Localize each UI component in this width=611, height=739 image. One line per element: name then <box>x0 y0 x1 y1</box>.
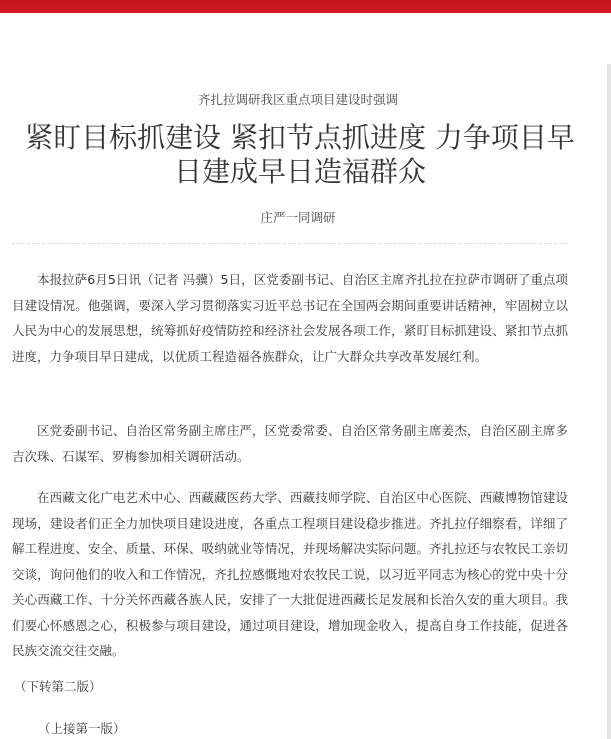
headline-divider <box>12 243 567 244</box>
continued-to-note: （下转第二版） <box>14 679 102 694</box>
article-paragraph: 在西藏文化广电艺术中心、西藏藏医药大学、西藏技师学院、自治区中心医院、西藏博物馆建设现场，建设者们正全力加快项目建设进度，各重点工程项目建设稳步推进。齐扎拉仔细察看，详细了解工程进度、安全、质量、环保、吸纳就业等情况，并现场解决实际问题。齐扎拉还与农牧民工亲切交谈，询问他们的收入和工作情况，齐扎拉感慨地对农牧民工说，以习近平同志为核心的党中央十分关心西藏工作、十分关怀西藏各族人民，安排了一大批促进西藏长足发展和长治久安的重大项目。我们要心怀感恩之心，积极参与项目建设，通过项目建设，增加现金收入，提高自身工作技能，促进各民族交流交往交融。 <box>12 490 568 658</box>
article-subtitle: 庄严一同调研 <box>260 210 336 225</box>
article-paragraph: 本报拉萨6月5日讯（记者 冯骥）5日，区党委副书记、自治区主席齐扎拉在拉萨市调研了重点项目建设情况。他强调，要深入学习贯彻落实习近平总书记在全国两会期间重要讲话精神，牢固树立以人民为中心的发展思想，统筹抓好疫情防控和经济社会发展各项工作，紧盯目标抓建设、紧扣节点抓进度，力争项目早日建成，以优质工程造福各族群众，让广大群众共享改革发展红利。 <box>12 272 568 364</box>
continued-from-note: （上接第一版） <box>38 721 126 736</box>
article-headline: 紧盯目标抓建设 紧扣节点抓进度 力争项目早日建成早日造福群众 <box>25 121 575 188</box>
article-paragraph: 区党委副书记、自治区常务副主席庄严，区党委常委、自治区常务副主席姜杰，自治区副主席多吉次珠、石谋军、罗梅参加相关调研活动。 <box>12 423 568 464</box>
scrollbar[interactable] <box>607 64 611 739</box>
article-kicker: 齐扎拉调研我区重点项目建设时强调 <box>197 92 398 107</box>
